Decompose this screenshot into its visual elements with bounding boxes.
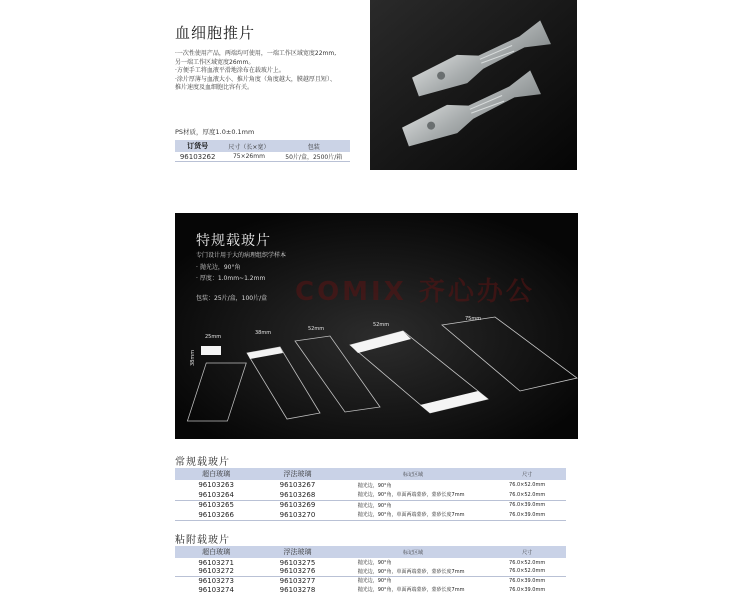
marking-area: 抛光边，90°角，单面两端蒙砂，蒙砂长度7mm xyxy=(338,567,489,576)
comix-watermark: COMIX 齐心办公 xyxy=(295,277,535,307)
special-line: · 抛光边，90°角 xyxy=(196,263,241,271)
spreader-line: ·涂片厚薄与血液大小、推片角度（角度越大，膜越厚且短）、 xyxy=(175,75,336,83)
size-label: 38mm xyxy=(255,330,272,336)
marking-area: 抛光边，90°角 xyxy=(357,560,392,566)
spreader-table xyxy=(175,140,350,162)
adhesive-slides-table xyxy=(175,546,566,594)
marking-area: 抛光边，90°角，单面两端蒙砂，蒙砂长度7mm xyxy=(357,587,465,593)
table-row xyxy=(175,480,566,490)
col-float-glass: 浮法玻璃 xyxy=(257,468,337,480)
special-line: 专门设计用于大的病理组织学样本 xyxy=(196,252,287,259)
spreader-order-no: 96103262 xyxy=(175,152,220,162)
ultra-white-no: 96103265 xyxy=(198,501,234,510)
ultra-white-no: 96103273 xyxy=(198,576,234,585)
float-glass-no: 96103268 xyxy=(257,490,337,500)
slide-size: 76.0×39.0mm xyxy=(509,586,546,593)
special-slides-title: 特规载玻片 xyxy=(196,233,271,249)
spreader-photo xyxy=(370,0,577,170)
spreader-line: ·一次性使用产品，两端均可使用，一端工作区域宽度22mm, xyxy=(175,50,337,57)
float-glass-no: 96103267 xyxy=(279,481,316,489)
col-marking-area: 标记区域 xyxy=(338,546,489,558)
slide-size: 76.0×39.0mm xyxy=(488,510,566,520)
special-slides-panel xyxy=(175,213,578,439)
slide-size: 76.0×39.0mm xyxy=(509,577,546,584)
table-row xyxy=(175,567,566,576)
table-row xyxy=(175,558,566,567)
table-row xyxy=(175,585,566,594)
ultra-white-no: 96103263 xyxy=(198,481,234,489)
slide-size: 76.0×39.0mm xyxy=(509,502,546,509)
marking-area: 抛光边，90°角 xyxy=(357,502,392,509)
ultra-white-no: 96103272 xyxy=(175,567,257,576)
spreader-description xyxy=(175,50,365,93)
size-label: 52mm xyxy=(308,326,325,332)
col-ultra-white: 超白玻璃 xyxy=(175,546,257,558)
marking-area: 抛光边，90°角，单面两端蒙砂，蒙砂长度7mm xyxy=(338,510,489,520)
adhesive-slides-title: 粘附载玻片 xyxy=(175,535,230,546)
special-line: · 厚度：1.0mm~1.2mm xyxy=(196,275,266,282)
size-label: 75mm xyxy=(465,316,482,322)
slide-size: 76.0×52.0mm xyxy=(509,559,546,566)
special-slides-description xyxy=(196,250,286,285)
slide-size: 76.0×52.0mm xyxy=(509,482,546,488)
col-marking-area: 标记区域 xyxy=(338,468,489,480)
spreader-size: 75×26mm xyxy=(220,152,277,162)
spreader-pack: 50片/盒，2500片/箱 xyxy=(278,152,350,162)
table-row xyxy=(175,490,566,500)
float-glass-no: 96103278 xyxy=(279,585,316,594)
ultra-white-no: 96103266 xyxy=(175,510,257,520)
spreader-line: 另一端工作区域宽度26mm。 xyxy=(175,58,255,66)
size-label: 38mm xyxy=(190,349,196,366)
ultra-white-no: 96103274 xyxy=(198,585,234,594)
col-size: 尺寸 xyxy=(488,546,566,558)
ultra-white-no: 96103271 xyxy=(198,558,234,567)
marking-area: 抛光边，90°角，单面两端蒙砂，蒙砂长度7mm xyxy=(338,490,489,500)
col-ultra-white: 超白玻璃 xyxy=(175,468,257,480)
float-glass-no: 96103275 xyxy=(279,558,316,567)
size-label: 25mm xyxy=(205,334,222,340)
col-float-glass: 浮法玻璃 xyxy=(257,546,337,558)
ultra-white-no: 96103264 xyxy=(175,490,257,500)
spreader-header-pack: 包装 xyxy=(278,140,350,152)
spreader-line: ·方便手工将血液平滑地涂布在载玻片上。 xyxy=(175,67,285,75)
special-slides-packaging: 包装：25片/盒，100片/盒 xyxy=(196,295,268,302)
marking-area: 抛光边，90°角 xyxy=(357,578,392,585)
float-glass-no: 96103276 xyxy=(257,567,337,576)
float-glass-no: 96103269 xyxy=(279,501,316,510)
table-row xyxy=(175,500,566,510)
slide-size: 76.0×52.0mm xyxy=(488,490,566,500)
size-label: 52mm xyxy=(373,322,390,328)
float-glass-no: 96103270 xyxy=(257,510,337,520)
table-row xyxy=(175,510,566,520)
col-size: 尺寸 xyxy=(488,468,566,480)
regular-slides-table xyxy=(175,468,566,521)
spreader-header-size: 尺寸（长×宽） xyxy=(220,140,277,152)
spreader-header-order: 订货号 xyxy=(175,140,220,152)
spreader-material: PS材质，厚度1.0±0.1mm xyxy=(175,128,255,136)
float-glass-no: 96103277 xyxy=(279,576,316,585)
spreader-line: 推片速度及血细胞比容有关。 xyxy=(175,84,254,92)
regular-slides-title: 常规载玻片 xyxy=(175,457,230,468)
spreader-title: 血细胞推片 xyxy=(175,24,256,42)
spreader-illustration xyxy=(370,0,577,170)
marking-area: 抛光边，90°角 xyxy=(357,482,392,489)
slide-size: 76.0×52.0mm xyxy=(488,567,566,576)
table-row xyxy=(175,576,566,585)
